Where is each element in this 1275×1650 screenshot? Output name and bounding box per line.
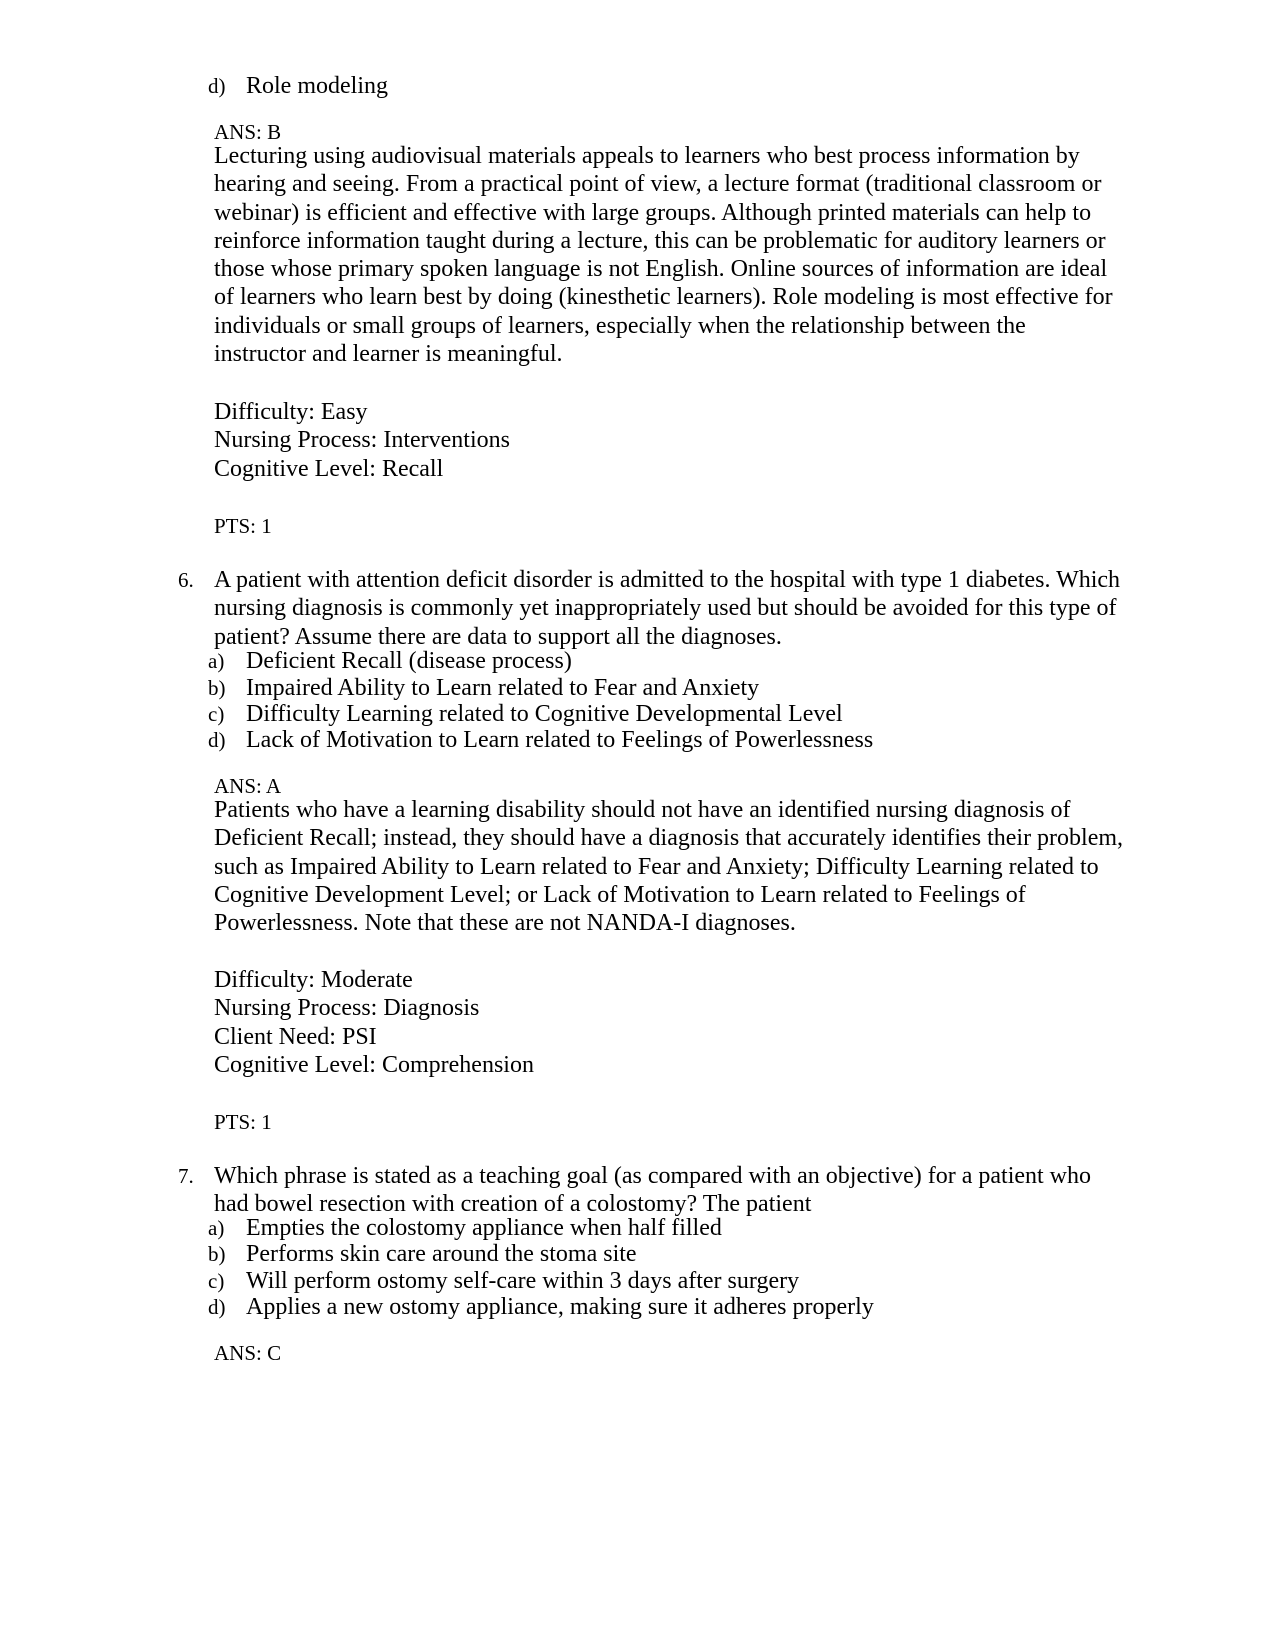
q7-option-b-text: Performs skin care around the stoma site xyxy=(246,1241,637,1267)
q6-stem-line: A patient with attention deficit disorder is admitted to the hospital with type 1 diabetes. Which xyxy=(214,567,1121,593)
q6-rationale xyxy=(214,796,1123,937)
prev-rationale-line: instructor and learner is meaningful. xyxy=(214,341,563,368)
q6-option-d-label: d) xyxy=(208,728,226,752)
prev-meta-line: Nursing Process: Interventions xyxy=(214,427,510,454)
q7-option-b-label: b) xyxy=(208,1242,226,1266)
prev-rationale-line: reinforce information taught during a lecture, this can be problematic for auditory learners or xyxy=(214,227,1106,254)
q6-number: 6. xyxy=(178,568,194,592)
q6-meta-line: Nursing Process: Diagnosis xyxy=(214,995,480,1022)
q7-stem-line: Which phrase is stated as a teaching goal (as compared with an objective) for a patient who xyxy=(214,1163,1092,1189)
q6-rationale-line: Deficient Recall; instead, they should have a diagnosis that accurately identifies their problem, xyxy=(214,825,1124,852)
prev-rationale-line: those whose primary spoken language is not English. Online sources of information are ideal xyxy=(214,256,1108,283)
q6-answer: ANS: A xyxy=(214,774,282,798)
prev-rationale-line: hearing and seeing. From a practical point of view, a lecture format (traditional classroom or xyxy=(214,171,1102,198)
q6-option-a-label: a) xyxy=(208,649,225,673)
q6-option-b-label: b) xyxy=(208,676,226,700)
q6-stem-line: patient? Assume there are data to support all the diagnoses. xyxy=(214,623,782,650)
prev-rationale-line: of learners who learn best by doing (kinesthetic learners). Role modeling is most effective for xyxy=(214,284,1113,311)
prev-rationale-line: Lecturing using audiovisual materials appeals to learners who best process information by xyxy=(214,143,1080,169)
q6-rationale-line: Patients who have a learning disability should not have an identified nursing diagnosis of xyxy=(214,797,1071,823)
prev-rationale-line: webinar) is efficient and effective with large groups. Although printed materials can help to xyxy=(214,199,1092,226)
prev-meta xyxy=(214,398,510,483)
prev-points: PTS: 1 xyxy=(214,514,272,538)
q6-option-b-text: Impaired Ability to Learn related to Fear and Anxiety xyxy=(246,675,760,701)
q6-meta-line: Cognitive Level: Comprehension xyxy=(214,1051,534,1078)
prev-option-d-label: d) xyxy=(208,74,226,98)
prev-rationale xyxy=(214,142,1113,368)
q6-points: PTS: 1 xyxy=(214,1110,272,1134)
q7-option-d-text: Applies a new ostomy appliance, making sure it adheres properly xyxy=(246,1294,874,1320)
q6-stem-line: nursing diagnosis is commonly yet inappropriately used but should be avoided for this type of xyxy=(214,595,1117,622)
prev-rationale-line: individuals or small groups of learners, especially when the relationship between the xyxy=(214,312,1026,339)
q7-option-c-label: c) xyxy=(208,1269,225,1293)
q6-option-c-label: c) xyxy=(208,702,225,726)
prev-meta-line: Difficulty: Easy xyxy=(214,399,368,425)
q7-stem-line: had bowel resection with creation of a colostomy? The patient xyxy=(214,1191,812,1218)
prev-meta-line: Cognitive Level: Recall xyxy=(214,455,444,482)
q7-option-d-label: d) xyxy=(208,1295,226,1319)
q6-rationale-line: Cognitive Development Level; or Lack of Motivation to Learn related to Feelings of xyxy=(214,881,1026,908)
q7-option-c-text: Will perform ostomy self-care within 3 days after surgery xyxy=(246,1268,800,1294)
prev-answer: ANS: B xyxy=(214,120,282,144)
q6-option-d-text: Lack of Motivation to Learn related to Feelings of Powerlessness xyxy=(246,727,874,753)
q6-option-a-text: Deficient Recall (disease process) xyxy=(246,648,572,674)
q7-option-a-label: a) xyxy=(208,1216,225,1240)
prev-option-d-text: Role modeling xyxy=(246,73,388,99)
q6-stem xyxy=(214,566,1120,651)
q6-rationale-line: such as Impaired Ability to Learn related to Fear and Anxiety; Difficulty Learning related to xyxy=(214,853,1099,880)
q6-meta-line: Client Need: PSI xyxy=(214,1023,377,1050)
q6-meta-line: Difficulty: Moderate xyxy=(214,967,413,993)
q6-meta xyxy=(214,966,534,1079)
q7-number: 7. xyxy=(178,1164,194,1188)
q7-option-a-text: Empties the colostomy appliance when half filled xyxy=(246,1215,722,1241)
q6-rationale-line: Powerlessness. Note that these are not NANDA-I diagnoses. xyxy=(214,910,796,937)
q7-stem xyxy=(214,1162,1091,1219)
q6-option-c-text: Difficulty Learning related to Cognitive Developmental Level xyxy=(246,701,843,727)
q7-answer: ANS: C xyxy=(214,1341,282,1365)
